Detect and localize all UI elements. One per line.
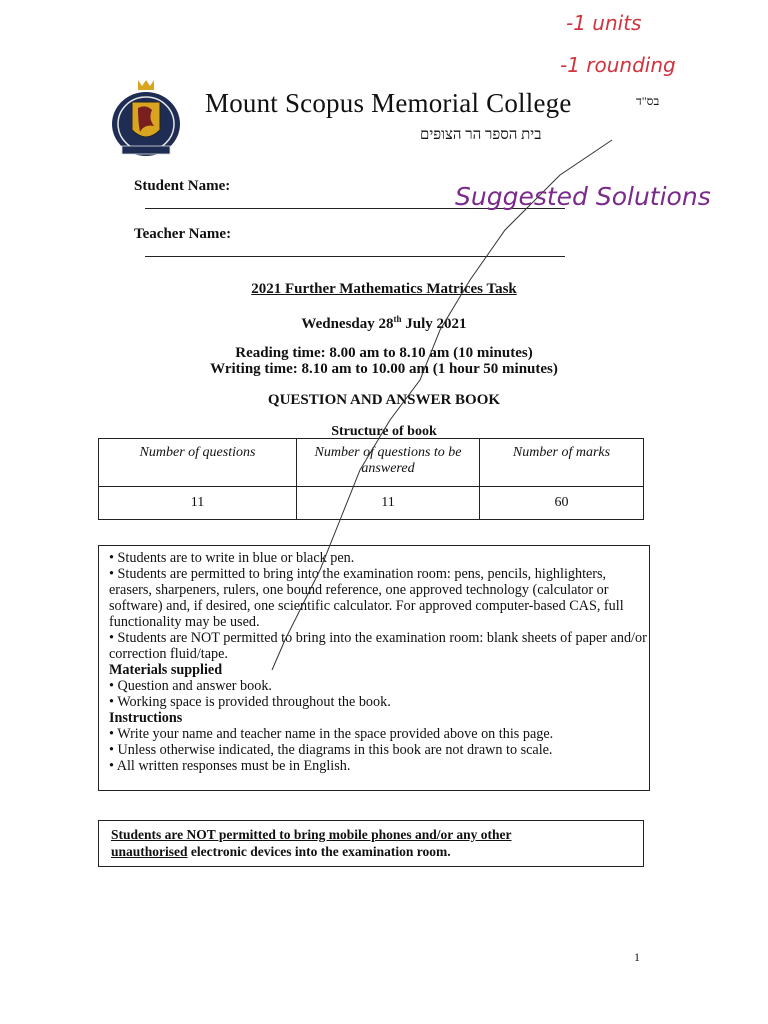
exam-date: Wednesday 28th July 2021 <box>301 314 467 332</box>
table-header-cell: Number of questions <box>99 439 297 487</box>
structure-heading: Structure of book <box>331 424 437 439</box>
instruction-line: • Students are NOT permitted to bring into the examination room: blank sheets of paper and/or correction fluid/tape. <box>109 630 647 662</box>
college-name: Mount Scopus Memorial College <box>205 88 572 118</box>
red-note-units: -1 units <box>566 11 642 35</box>
instruction-item: • Unless otherwise indicated, the diagrams in this book are not drawn to scale. <box>109 742 553 758</box>
instruction-line: • Students are to write in blue or black pen. <box>109 550 355 566</box>
page-number: 1 <box>634 950 640 964</box>
reading-time: Reading time: 8.00 am to 8.10 am (10 minutes) <box>235 345 533 361</box>
instructions-heading: Instructions <box>109 710 183 726</box>
book-heading: QUESTION AND ANSWER BOOK <box>267 392 501 408</box>
table-cell: 11 <box>99 487 297 520</box>
handwritten-student-name: Suggested Solutions <box>455 182 711 211</box>
materials-item: • Working space is provided throughout the book. <box>109 694 391 710</box>
warning-rest: electronic devices into the examination room. <box>187 844 451 859</box>
diagonal-pen-stroke <box>272 140 612 670</box>
exam-title: 2021 Further Mathematics Matrices Task <box>251 281 517 297</box>
warning-line-1: Students are NOT permitted to bring mobile phones and/or any other <box>111 827 512 842</box>
table-header-cell: Number of questions to be answered <box>297 439 480 487</box>
table-header-cell: Number of marks <box>480 439 644 487</box>
materials-heading: Materials supplied <box>109 662 223 678</box>
teacher-name-label: Teacher Name: <box>134 226 232 242</box>
warning-underlined-word: unauthorised <box>111 844 188 859</box>
table-cell: 11 <box>297 487 480 520</box>
red-note-rounding: -1 rounding <box>560 53 676 77</box>
hebrew-college-name: בית הספר הר הצופים <box>420 127 542 143</box>
instruction-line: • Students are permitted to bring into the examination room: pens, pencils, highlighters, erasers, sharpeners, rulers, one bound reference, one approved technology (calculator or software) and, if desired, one scientific calculator. For approved computer-based CAS, full functionality may be used. <box>109 566 624 630</box>
student-name-label: Student Name: <box>134 178 231 194</box>
materials-item: • Question and answer book. <box>109 678 272 694</box>
instruction-item: • All written responses must be in English. <box>109 758 351 774</box>
instruction-item: • Write your name and teacher name in the space provided above on this page. <box>109 726 554 742</box>
bsd-mark: בס"ד <box>636 94 660 108</box>
writing-time: Writing time: 8.10 am to 10.00 am (1 hour 50 minutes) <box>210 361 558 377</box>
table-cell: 60 <box>480 487 644 520</box>
